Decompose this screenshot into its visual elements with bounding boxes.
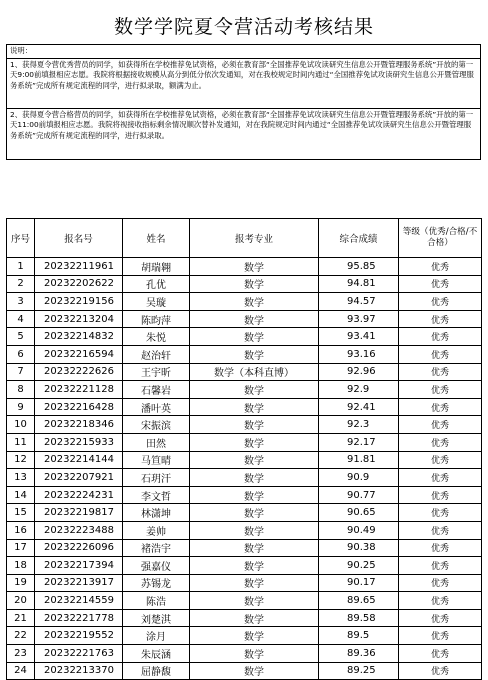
cell-grade: 优秀: [399, 416, 482, 434]
cell-grade: 优秀: [399, 293, 482, 311]
cell-score: 89.25: [319, 662, 399, 680]
cell-grade: 优秀: [399, 521, 482, 539]
cell-major: 数学: [190, 609, 319, 627]
cell-grade: 优秀: [399, 504, 482, 522]
cell-name: 强嘉仪: [123, 557, 190, 575]
cell-major: 数学: [190, 662, 319, 680]
cell-name: 王宇昕: [123, 363, 190, 381]
cell-id: 20232216594: [35, 345, 123, 363]
cell-name: 石玥汗: [123, 469, 190, 487]
cell-id: 20232221778: [35, 609, 123, 627]
cell-seq: 21: [7, 609, 35, 627]
cell-seq: 15: [7, 504, 35, 522]
table-row: [7, 381, 482, 399]
page-title: 数学学院夏令营活动考核结果: [113, 16, 374, 38]
cell-seq: 19: [7, 574, 35, 592]
cell-score: 93.41: [319, 328, 399, 346]
cell-major: 数学: [190, 345, 319, 363]
table-row: [7, 293, 482, 311]
cell-id: 20232214144: [35, 451, 123, 469]
table-header-row: [7, 219, 482, 258]
cell-name: 褚浩宇: [123, 539, 190, 557]
cell-seq: 9: [7, 398, 35, 416]
cell-grade: 优秀: [399, 398, 482, 416]
cell-major: 数学: [190, 398, 319, 416]
cell-major: 数学: [190, 416, 319, 434]
table-row: [7, 627, 482, 645]
notes-label: 说明：: [7, 45, 481, 59]
cell-major: 数学: [190, 557, 319, 575]
table-row: [7, 363, 482, 381]
cell-seq: 3: [7, 293, 35, 311]
cell-score: 92.96: [319, 363, 399, 381]
cell-grade: 优秀: [399, 539, 482, 557]
table-row: [7, 398, 482, 416]
cell-grade: 优秀: [399, 310, 482, 328]
cell-id: 20232217394: [35, 557, 123, 575]
cell-name: 田然: [123, 433, 190, 451]
table-row: [7, 504, 482, 522]
cell-name: 涂月: [123, 627, 190, 645]
cell-id: 20232219552: [35, 627, 123, 645]
cell-id: 20232219817: [35, 504, 123, 522]
cell-grade: 优秀: [399, 627, 482, 645]
notes-table: [6, 44, 481, 160]
cell-score: 90.17: [319, 574, 399, 592]
cell-name: 马笪晴: [123, 451, 190, 469]
cell-id: 20232223488: [35, 521, 123, 539]
cell-score: 90.49: [319, 521, 399, 539]
cell-score: 89.5: [319, 627, 399, 645]
cell-name: 朱辰涵: [123, 645, 190, 663]
cell-name: 吴璇: [123, 293, 190, 311]
cell-id: 20232226096: [35, 539, 123, 557]
cell-grade: 优秀: [399, 363, 482, 381]
table-row: [7, 328, 482, 346]
cell-seq: 20: [7, 592, 35, 610]
cell-seq: 10: [7, 416, 35, 434]
cell-id: 20232221763: [35, 645, 123, 663]
cell-score: 89.65: [319, 592, 399, 610]
table-row: [7, 469, 482, 487]
cell-name: 陈浩: [123, 592, 190, 610]
cell-grade: 优秀: [399, 574, 482, 592]
cell-seq: 24: [7, 662, 35, 680]
cell-id: 20232202622: [35, 275, 123, 293]
cell-major: 数学: [190, 433, 319, 451]
cell-score: 89.36: [319, 645, 399, 663]
cell-id: 20232215933: [35, 433, 123, 451]
cell-id: 20232214832: [35, 328, 123, 346]
table-row: [7, 609, 482, 627]
cell-seq: 1: [7, 258, 35, 276]
cell-seq: 17: [7, 539, 35, 557]
cell-major: 数学: [190, 486, 319, 504]
header-id: 报名号: [35, 219, 123, 258]
cell-score: 93.16: [319, 345, 399, 363]
results-table: [6, 218, 482, 680]
cell-id: 20232222626: [35, 363, 123, 381]
cell-seq: 14: [7, 486, 35, 504]
header-grade: 等级（优秀/合格/不合格）: [399, 219, 482, 258]
cell-major: 数学: [190, 451, 319, 469]
cell-score: 92.17: [319, 433, 399, 451]
cell-name: 胡瑞翱: [123, 258, 190, 276]
cell-major: 数学: [190, 521, 319, 539]
cell-grade: 优秀: [399, 469, 482, 487]
cell-major: 数学: [190, 504, 319, 522]
note-1: 1、获得夏令营优秀营员的同学，如获得所在学校推荐免试资格，必须在教育部“全国推荐免试攻读研究生信息公开暨管理服务系统”开放的第一天9:00前填报相应志愿。我院将根据接收规模从高分到低分依次发通知，对在我校规定时间内通过“全国推荐免试攻读研究生信息公开暨管理服务系统”完成所有规定流程的同学，进行拟录取，额满为止。: [7, 58, 481, 108]
cell-id: 20232211961: [35, 258, 123, 276]
cell-seq: 16: [7, 521, 35, 539]
table-row: [7, 258, 482, 276]
table-row: [7, 645, 482, 663]
cell-grade: 优秀: [399, 662, 482, 680]
cell-grade: 优秀: [399, 645, 482, 663]
cell-grade: 优秀: [399, 486, 482, 504]
cell-grade: 优秀: [399, 433, 482, 451]
cell-major: 数学: [190, 328, 319, 346]
table-row: [7, 486, 482, 504]
table-row: [7, 662, 482, 680]
cell-grade: 优秀: [399, 381, 482, 399]
cell-score: 92.9: [319, 381, 399, 399]
cell-name: 潘叶英: [123, 398, 190, 416]
cell-score: 95.85: [319, 258, 399, 276]
table-row: [7, 310, 482, 328]
cell-grade: 优秀: [399, 592, 482, 610]
cell-score: 91.81: [319, 451, 399, 469]
header-seq: 序号: [7, 219, 35, 258]
cell-grade: 优秀: [399, 451, 482, 469]
cell-name: 苏锡龙: [123, 574, 190, 592]
header-major: 报考专业: [190, 219, 319, 258]
cell-id: 20232207921: [35, 469, 123, 487]
cell-score: 90.38: [319, 539, 399, 557]
cell-id: 20232216428: [35, 398, 123, 416]
cell-grade: 优秀: [399, 609, 482, 627]
cell-id: 20232224231: [35, 486, 123, 504]
note-2: 2、获得夏令营合格营员的同学，如获得所在学校推荐免试资格，必须在教育部“全国推荐免试攻读研究生信息公开暨管理服务系统”开放的第一天11:00前填报相应志愿。我院将视接收指标剩余情况顺次替补发通知，对在我院规定时间内通过“全国推荐免试攻读研究生信息公开暨管理服务系统”完成所有规定流程的同学，进行拟录取。: [7, 108, 481, 159]
cell-seq: 5: [7, 328, 35, 346]
cell-name: 姜帅: [123, 521, 190, 539]
table-row: [7, 539, 482, 557]
cell-name: 石馨岩: [123, 381, 190, 399]
table-row: [7, 451, 482, 469]
cell-id: 20232213370: [35, 662, 123, 680]
cell-score: 90.25: [319, 557, 399, 575]
cell-name: 宋振滨: [123, 416, 190, 434]
cell-id: 20232214559: [35, 592, 123, 610]
cell-score: 90.65: [319, 504, 399, 522]
cell-score: 92.41: [319, 398, 399, 416]
cell-seq: 4: [7, 310, 35, 328]
cell-seq: 8: [7, 381, 35, 399]
cell-major: 数学: [190, 293, 319, 311]
cell-id: 20232213917: [35, 574, 123, 592]
table-row: [7, 345, 482, 363]
header-score: 综合成绩: [319, 219, 399, 258]
cell-seq: 13: [7, 469, 35, 487]
table-row: [7, 275, 482, 293]
cell-grade: 优秀: [399, 275, 482, 293]
cell-score: 89.58: [319, 609, 399, 627]
cell-score: 92.3: [319, 416, 399, 434]
cell-seq: 22: [7, 627, 35, 645]
cell-major: 数学: [190, 258, 319, 276]
cell-major: 数学（本科直博）: [190, 363, 319, 381]
cell-name: 赵治轩: [123, 345, 190, 363]
cell-seq: 11: [7, 433, 35, 451]
cell-grade: 优秀: [399, 328, 482, 346]
cell-grade: 优秀: [399, 258, 482, 276]
cell-score: 94.57: [319, 293, 399, 311]
cell-name: 林潇坤: [123, 504, 190, 522]
cell-id: 20232219156: [35, 293, 123, 311]
cell-score: 94.81: [319, 275, 399, 293]
cell-major: 数学: [190, 539, 319, 557]
cell-id: 20232221128: [35, 381, 123, 399]
cell-major: 数学: [190, 381, 319, 399]
cell-seq: 7: [7, 363, 35, 381]
table-row: [7, 521, 482, 539]
table-row: [7, 557, 482, 575]
cell-score: 93.97: [319, 310, 399, 328]
cell-score: 90.9: [319, 469, 399, 487]
cell-name: 孔优: [123, 275, 190, 293]
cell-major: 数学: [190, 310, 319, 328]
cell-major: 数学: [190, 627, 319, 645]
cell-seq: 6: [7, 345, 35, 363]
table-row: [7, 592, 482, 610]
cell-seq: 12: [7, 451, 35, 469]
cell-id: 20232213204: [35, 310, 123, 328]
cell-major: 数学: [190, 469, 319, 487]
cell-grade: 优秀: [399, 345, 482, 363]
cell-major: 数学: [190, 574, 319, 592]
cell-seq: 2: [7, 275, 35, 293]
cell-grade: 优秀: [399, 557, 482, 575]
cell-id: 20232218346: [35, 416, 123, 434]
cell-major: 数学: [190, 275, 319, 293]
cell-name: 陈昀萍: [123, 310, 190, 328]
cell-name: 刘楚淇: [123, 609, 190, 627]
cell-name: 朱悦: [123, 328, 190, 346]
cell-major: 数学: [190, 645, 319, 663]
table-row: [7, 574, 482, 592]
cell-name: 屈静馥: [123, 662, 190, 680]
cell-seq: 23: [7, 645, 35, 663]
table-row: [7, 433, 482, 451]
cell-score: 90.77: [319, 486, 399, 504]
table-row: [7, 416, 482, 434]
header-name: 姓名: [123, 219, 190, 258]
cell-seq: 18: [7, 557, 35, 575]
cell-name: 李文哲: [123, 486, 190, 504]
cell-major: 数学: [190, 592, 319, 610]
